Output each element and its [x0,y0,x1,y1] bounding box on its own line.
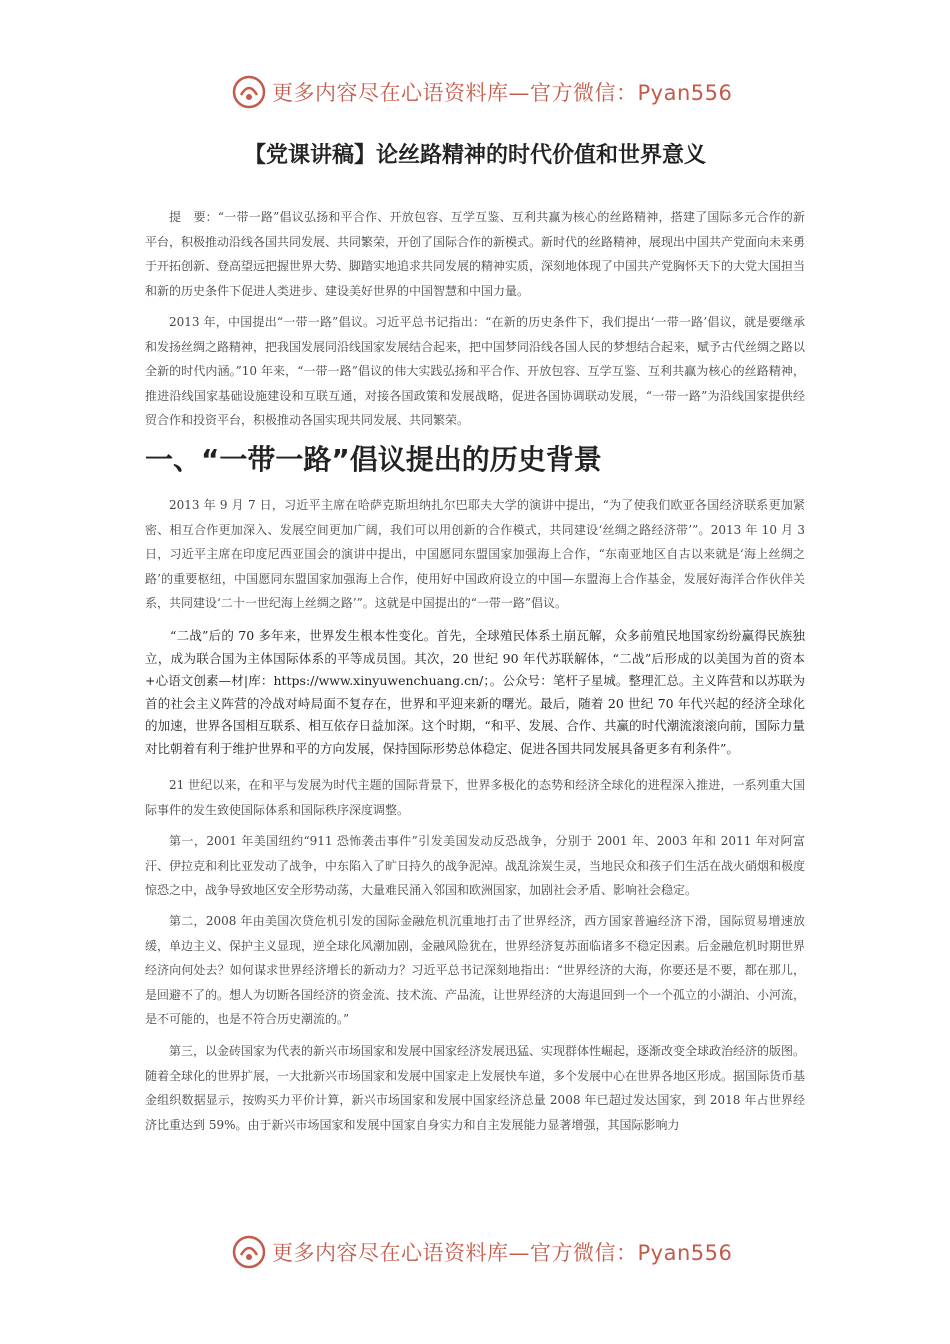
section-paragraph-1: 2013 年 9 月 7 日，习近平主席在哈萨克斯坦纳扎尔巴耶夫大学的演讲中提出，“为了使我们欧亚各国经济联系更加紧密、相互合作更加深入、发展空间更加广阔，我们可以用创新的合作模式，共同建设‘丝绸之路经济带’”。2013 年 10 月 3 日，习近平主席在印度尼西亚国会的演讲中提出，中国愿同东盟国家加强海上合作，“东南亚地区自古以来就是‘海上丝绸之路’的重要枢纽，中国愿同东盟国家加强海上合作，使用好中国政府设立的中国—东盟海上合作基金，发展好海洋合作伙伴关系，共同建设‘二十一世纪海上丝绸之路’”。这就是中国提出的“一带一路”倡议。 [145,498,805,610]
section-paragraph-3: 21 世纪以来，在和平与发展为时代主题的国际背景下，世界多极化的态势和经济全球化的进程深入推进，一系列重大国际事件的发生致使国际体系和国际秩序深度调整。 [145,778,805,817]
abstract-paragraph: 提 要：“一带一路”倡议弘扬和平合作、开放包容、互学互鉴、互利共赢为核心的丝路精神，搭建了国际多元合作的新平台，积极推动沿线各国共同发展、共同繁荣，开创了国际合作的新模式。新时代的丝路精神，展现出中国共产党面向未来勇于开拓创新、登高望远把握世界大势、脚踏实地追求共同发展的精神实质，深刻地体现了中国共产党胸怀天下的大党大国担当和新的历史条件下促进人类进步、建设美好世界的中国智慧和中国力量。 [145,210,806,298]
section-paragraph-4: 第一，2001 年美国纽约“911 恐怖袭击事件”引发美国发动反恐战争，分别于 2001 年、2003 年和 2011 年对阿富汗、伊拉克和利比亚发动了战争，中东陷入了旷日持久的战争泥淖。战乱涂炭生灵，当地民众和孩子们生活在战火硝烟和极度惊恐之中，战争导致地区安全形势动荡，大量难民涌入邻国和欧洲国家，加剧社会矛盾、影响社会稳定。 [145,834,806,897]
footer-banner [232,1232,732,1272]
banner-text: 更多内容尽在心语资料库—官方微信：Pyan556 [272,81,733,105]
brand-logo-icon [232,75,266,109]
document-title: 【党课讲稿】论丝路精神的时代价值和世界意义 [243,143,706,168]
section-paragraph-6: 第三，以金砖国家为代表的新兴市场国家和发展中国家经济发展迅猛、实现群体性崛起，逐渐改变全球政治经济的版图。随着全球化的世界扩展，一大批新兴市场国家和发展中国家走上发展快车道，多个发展中心在世界各地区形成。据国际货币基金组织数据显示，按购买力平价计算，新兴市场国家和发展中国家经济总量 2008 年已超过发达国家，到 2018 年占世界经济比重达到 59%。由于新兴市场国家和发展中国家自身实力和自主发展能力显著增强，其国际影响力 [145,1044,806,1132]
section-paragraph-2: “二战”后的 70 多年来，世界发生根本性变化。首先，全球殖民体系土崩瓦解，众多前殖民地国家纷纷赢得民族独立，成为联合国为主体国际体系的平等成员国。其次，20 世纪 90 年代苏联解体，“二战”后形成的以美国为首的资本+心语文创素—材|库：https://www.xinyuwenchuang.cn/；。公众号：笔杆子星城。整理汇总。主义阵营和以苏联为首的社会主义阵营的冷战对峙局面不复存在，世界和平迎来新的曙光。最后，随着 20 世纪 70 年代兴起的经济全球化的加速，世界各国相互联系、相互依存日益加深。这个时期，“和平、发展、合作、共赢的时代潮流滚滚向前，国际力量对比朝着有利于维护世界和平的方向发展，保持国际形势总体稳定、促进各国共同发展具备更多有利条件”。 [145,628,805,756]
section-heading: 一、“一带一路”倡议提出的历史背景 [145,443,602,476]
intro-paragraph: 2013 年，中国提出“一带一路”倡议。习近平总书记指出：“在新的历史条件下，我们提出‘一带一路’倡议，就是要继承和发扬丝绸之路精神，把我国发展同沿线国家发展结合起来，把中国梦同沿线各国人民的梦想结合起来，赋予古代丝绸之路以全新的时代内涵。”10 年来，“一带一路”倡议的伟大实践弘扬和平合作、开放包容、互学互鉴、互利共赢为核心的丝路精神，推进沿线国家基础设施建设和互联互通，对接各国政策和发展战略，促进各国协调联动发展，“一带一路”为沿线国家提供经贸合作和投资平台，积极推动各国实现共同发展、共同繁荣。 [145,315,806,427]
brand-logo-icon [232,1235,266,1269]
section-paragraph-5: 第二，2008 年由美国次贷危机引发的国际金融危机沉重地打击了世界经济，西方国家普遍经济下滑，国际贸易增速放缓，单边主义、保护主义显现，逆全球化风潮加剧，金融风险犹在，世界经济复苏面临诸多不稳定因素。后金融危机时期世界经济向何处去？如何谋求世界经济增长的新动力？习近平总书记深刻地指出：“世界经济的大海，你要还是不要，都在那儿，是回避不了的。想人为切断各国经济的资金流、技术流、产品流，让世界经济的大海退回到一个一个孤立的小湖泊、小河流，是不可能的，也是不符合历史潮流的。” [145,914,806,1026]
banner-text: 更多内容尽在心语资料库—官方微信：Pyan556 [272,1241,733,1265]
header-banner [232,72,732,112]
